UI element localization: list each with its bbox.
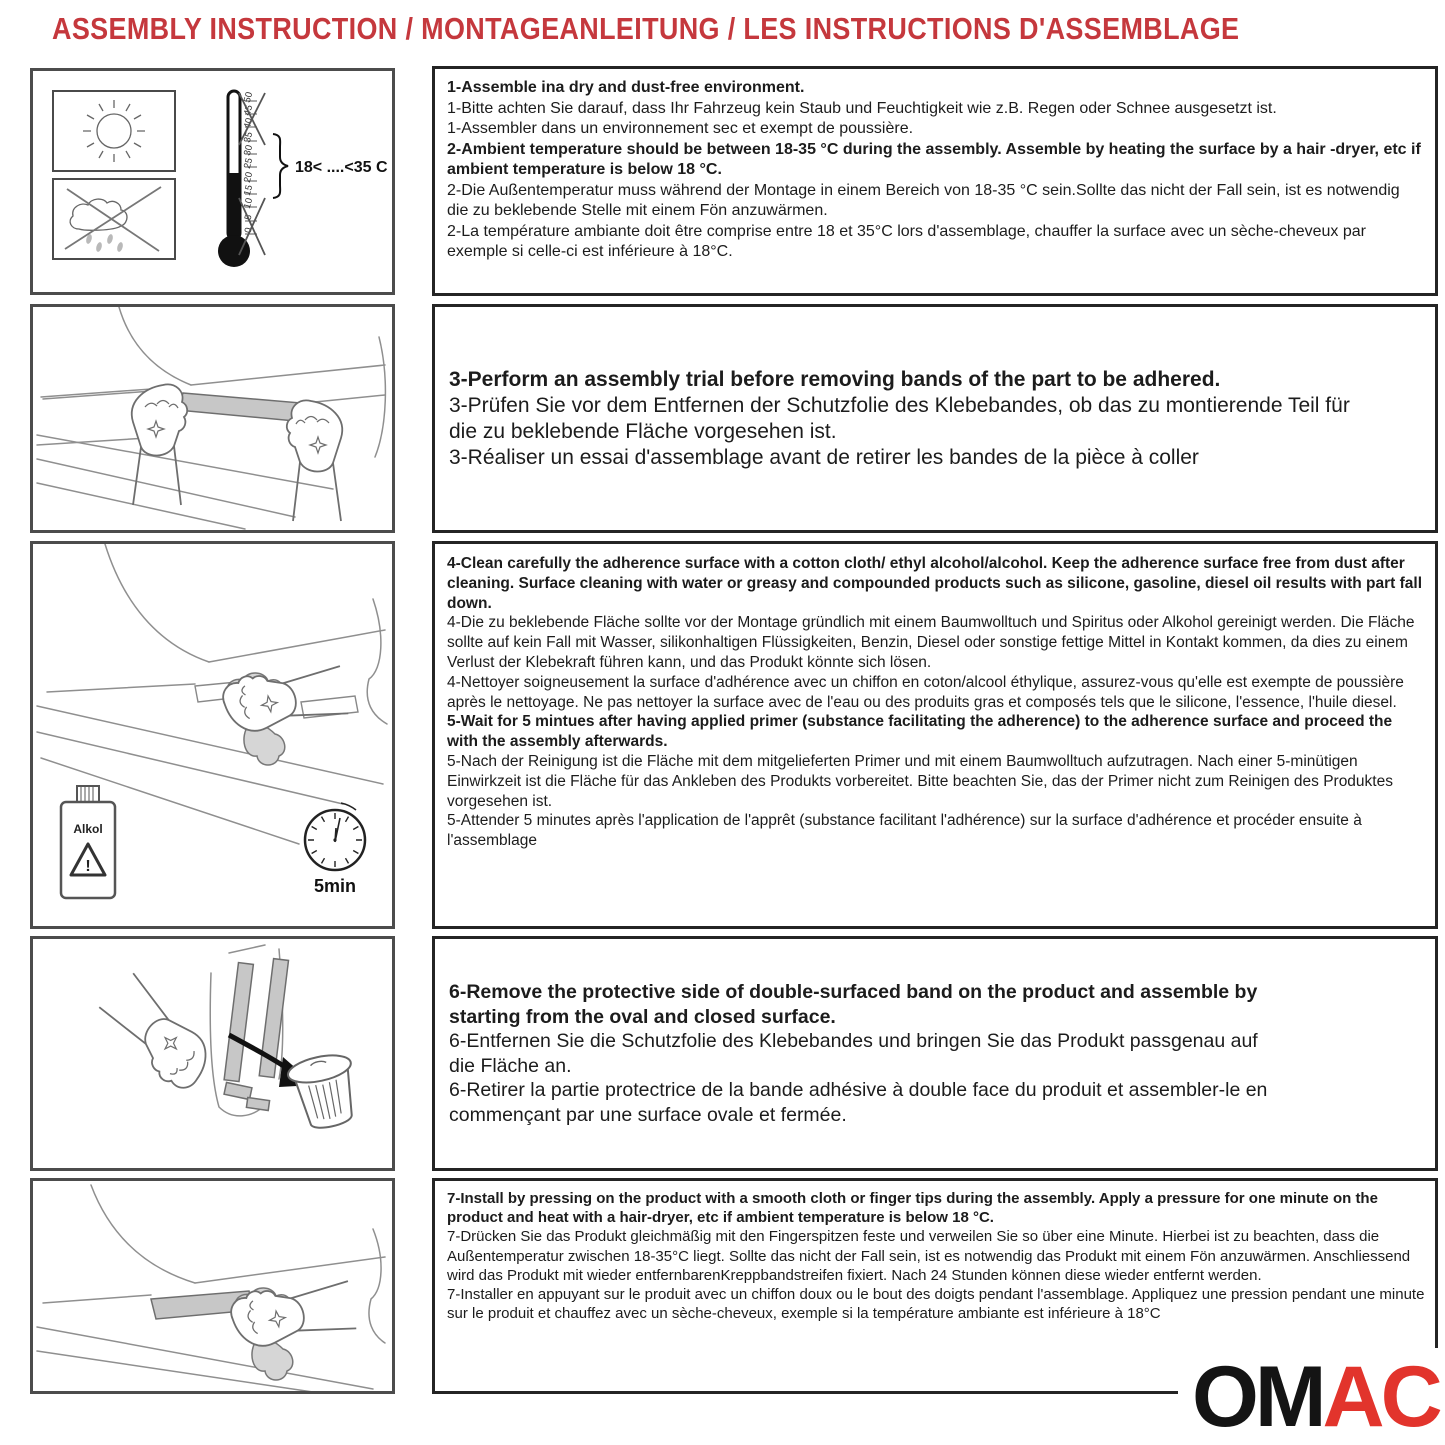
step-6-fr: 6-Retirer la partie protectrice de la bande adhésive à double face du produit et assembler-le en commençant par une surface ovale et fermée. xyxy=(449,1079,1268,1126)
step-5-de: 5-Nach der Reinigung ist die Fläche mit dem mitgelieferten Primer und mit einem Baumwolltuch aufzutragen. Nach einer 5-minütigen Einwirkzeit ist die Fläche für das Ankleben des Produkts vorbereitet. Bitte beachten Sie, das der Primer nicht zum Reinigen des Produktes vorgesehen ist. xyxy=(447,752,1393,810)
step-2-fr: 2-La température ambiante doit être comprise entre 18 et 35°C lors d'assemblage, chauffer la surface avec un sèche-cheveux par exemple si celle-ci est inférieure à 18°C. xyxy=(447,222,1366,260)
range-brace xyxy=(273,134,288,198)
svg-text:35: 35 xyxy=(241,130,256,144)
sun-icon xyxy=(83,100,145,162)
wait-time-label: 5min xyxy=(313,876,357,896)
clock-icon xyxy=(305,803,365,896)
environment-illustration xyxy=(33,71,392,292)
svg-text:10: 10 xyxy=(241,196,256,210)
step-5-en: 5-Wait for 5 mintues after having applied primer (substance facilitating the adherence) to the adherence surface and proceed the with the assembly afterwards. xyxy=(447,713,1393,751)
omac-logo xyxy=(1192,1349,1445,1445)
bottle-label: Alkol xyxy=(73,822,103,836)
step-6-de: 6-Entfernen Sie die Schutzfolie des Klebebandes und bringen Sie das Produkt passgenau auf die Fläche an. xyxy=(449,1030,1258,1077)
right-hand-icon xyxy=(287,400,342,521)
figure-trial-fit xyxy=(30,304,395,533)
remove-band-illustration xyxy=(33,939,392,1168)
step-5-fr: 5-Attender 5 minutes après l'application de l'apprêt (substance facilitant l'adhérence) sur la surface d'adhérence et procéder ensuite à l'assemblage xyxy=(447,812,1362,850)
step-4-fr: 4-Nettoyer soigneusement la surface d'adhérence avec un chiffon en coton/alcool éthylique, assurez-vous qu'elle est exempte de poussière après le nettoyage. Ne pas nettoyer la surface avec de l'eau ou des produits gras et composés tels que le silicone, l'essence, l'huile diesel. xyxy=(447,673,1404,711)
svg-text:45: 45 xyxy=(241,103,256,117)
svg-text:15: 15 xyxy=(241,183,256,197)
step-1-en: 1-Assemble ina dry and dust-free environment. xyxy=(447,79,805,96)
svg-text:30: 30 xyxy=(241,143,256,157)
step-6-textbox xyxy=(432,936,1438,1171)
peeled-band-tab-2 xyxy=(246,1098,269,1111)
figure-cleaning xyxy=(30,541,395,929)
step-7-en: 7-Install by pressing on the product with a smooth cloth or finger tips during the assembly. Apply a pressure for one minute on the product and heat with a hair-dryer, etc if ambient temperature is below 18 °C. xyxy=(447,1190,1378,1227)
step-2-de: 2-Die Außentemperatur muss während der Montage in einem Bereich von 18-35 °C sein.Sollte das nicht der Fall sein, ist es notwendig die zu beklebende Stelle mit einem Fön anzuwärmen. xyxy=(447,181,1400,219)
figure-environment xyxy=(30,68,395,295)
thermometer-icon xyxy=(218,91,388,267)
no-rain-icon xyxy=(65,187,161,253)
door-sill-trim-strip xyxy=(177,393,301,421)
step-3-en: 3-Perform an assembly trial before removing bands of the part to be adhered. xyxy=(449,367,1221,391)
omac-logo-black-part: OM xyxy=(1192,1349,1323,1445)
temp-range-label: 18< ....<35 C xyxy=(295,159,388,176)
figure-remove-band xyxy=(30,936,395,1171)
step-2-en: 2-Ambient temperature should be between 18-35 °C during the assembly. Assemble by heating the surface by a hair -dryer, etc if ambient temperature is below 18 °C. xyxy=(447,140,1421,178)
svg-text:5: 5 xyxy=(242,213,255,222)
warning-exclamation: ! xyxy=(85,858,91,875)
cleaning-illustration xyxy=(33,544,392,926)
svg-text:40: 40 xyxy=(241,116,256,130)
press-install-illustration xyxy=(33,1181,392,1391)
step-4-de: 4-Die zu beklebende Fläche sollte vor der Montage gründlich mit einem Baumwolltuch und Spiritus oder Alkohol gereinigt werden. Die Fläche sollte auf kein Fall mit Wasser, silikonhaltigen Flüssigkeiten, Benzin, Diesel oder sonstige fettige Mittel in Kontakt kommen, da dies zu einem Verlust der Klebekraft führen kann, und das Produkt könnte sich lösen. xyxy=(447,614,1415,671)
page-title: ASSEMBLY INSTRUCTION / MONTAGEANLEITUNG / LES INSTRUCTIONS D'ASSEMBLAGE xyxy=(52,11,1240,46)
alcohol-bottle-icon xyxy=(61,786,115,898)
svg-text:25: 25 xyxy=(241,156,256,170)
step-3-fr: 3-Réaliser un essai d'assemblage avant de retirer les bandes de la pièce à coller xyxy=(449,445,1199,469)
svg-text:50: 50 xyxy=(241,90,256,104)
step-6-en: 6-Remove the protective side of double-surfaced band on the product and assemble by starting from the oval and closed surface. xyxy=(449,981,1258,1028)
adhesive-band-1 xyxy=(224,963,253,1082)
figure-press-install xyxy=(30,1178,395,1394)
car-door-line-art xyxy=(37,1185,385,1391)
step-3-textbox xyxy=(432,304,1438,533)
svg-text:0: 0 xyxy=(242,226,255,235)
logo-area xyxy=(1178,1348,1445,1445)
trash-can-icon xyxy=(286,1051,363,1134)
peeling-hand-icon xyxy=(95,972,219,1096)
trial-fit-illustration xyxy=(33,307,392,530)
step-1-fr: 1-Assembler dans un environnement sec et exempt de poussière. xyxy=(447,120,914,137)
step-4-en: 4-Clean carefully the adherence surface with a cotton cloth/ ethyl alcohol/alcohol. Keep the adherence surface free from dust after cleaning. Surface cleaning with water or greasy and compounded products such as silicone, gasoline, diesel oil results with part fall down. xyxy=(447,555,1423,612)
omac-logo-red-part: AC xyxy=(1322,1349,1439,1445)
svg-text:20: 20 xyxy=(241,170,256,184)
step-7-fr: 7-Installer en appuyant sur le produit avec un chiffon doux ou le bout des doigts pendant l'assemblage. Appliquez une pression pendant une minute sur le produit et chauffez avec un sèche-cheveux, exemple si la température ambiante est inférieure à 18°C xyxy=(447,1286,1425,1323)
step-3-de: 3-Prüfen Sie vor dem Entfernen der Schutzfolie des Klebebandes, ob das zu montierende Teil für die zu beklebende Fläche vorgesehen ist. xyxy=(449,393,1350,443)
step-7-de: 7-Drücken Sie das Produkt gleichmäßig mit den Fingerspitzen feste und verweilen Sie so über eine Minute. Hierbei ist zu beachten, dass die Außentemperatur zwischen 18-35°C liegt. Sollte das nicht der Fall sein, ist es notwendig das Produkt mit einem Fön anzuwärmen. Anschliessend wird das Produkt mit wieder entfernbarenKreppbandstreifen fixiert. Nach 24 Stunden können diese wieder entfernt werden. xyxy=(447,1228,1411,1284)
step-4-5-textbox xyxy=(432,541,1438,929)
step-1-de: 1-Bitte achten Sie darauf, dass Ihr Fahrzeug kein Staub und Feuchtigkeit wie z.B. Regen oder Schnee ausgesetzt ist. xyxy=(447,99,1277,117)
step-1-2-textbox xyxy=(432,66,1438,296)
